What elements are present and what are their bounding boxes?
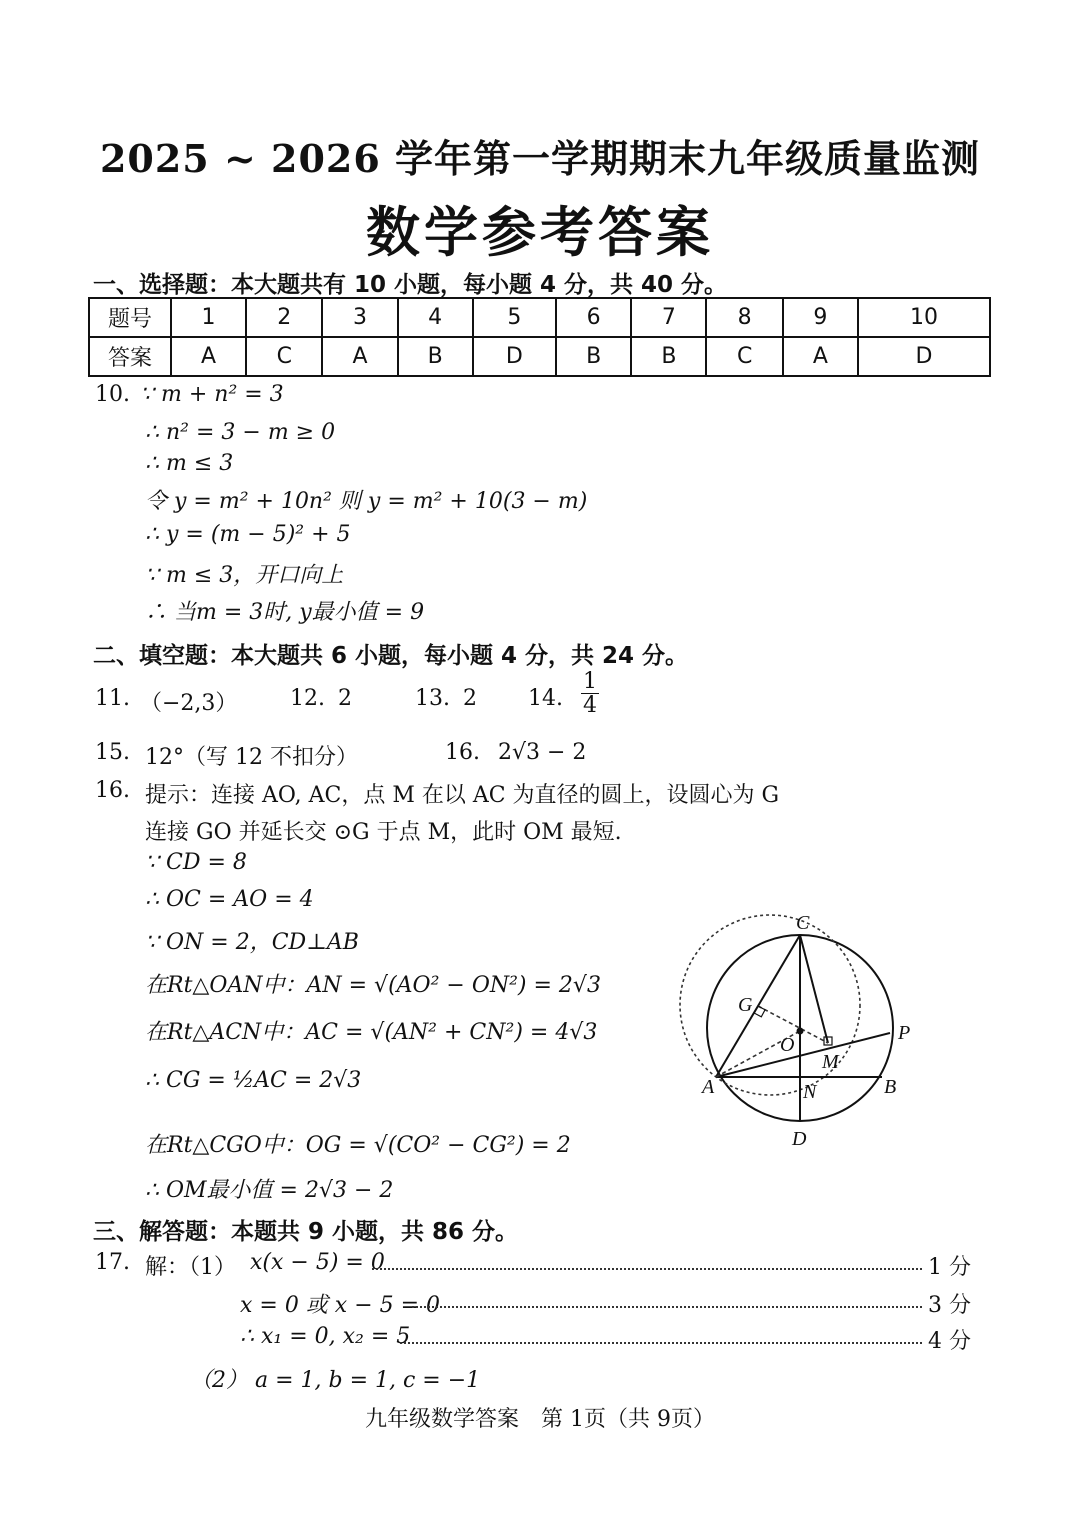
q16-step: ∵ ON = 2，CD⊥AB [145,930,359,955]
table-cell: 10 [858,298,990,337]
q10-line: ∵ m ≤ 3，开口向上 [145,563,344,588]
section1-heading: 一、选择题：本大题共有 10 小题，每小题 4 分，共 40 分。 [93,272,728,298]
a13-label: 13. [415,686,450,711]
q10-line: ∵ m + n² = 3 [140,382,284,407]
q10-line: ∴ m ≤ 3 [145,451,234,476]
q10-line: 令 y = m² + 10n² 则 y = m² + 10(3 − m) [145,489,588,514]
label-o: O [780,1034,795,1056]
q16-step: ∴ CG = ½AC = 2√3 [145,1068,362,1093]
label-b: B [884,1076,897,1098]
q16-hint: 提示：连接 AO, AC，点 M 在以 AC 为直径的圆上，设圆心为 G [145,783,780,808]
label-m: M [822,1051,839,1073]
label-g: G [738,994,753,1016]
q16-step: 在Rt△CGO中：OG = √(CO² − CG²) = 2 [145,1133,571,1158]
a14-label: 14. [528,686,563,711]
a13-answer: 2 [463,686,477,711]
table-cell: 3 [322,298,397,337]
table-cell: A [783,337,858,376]
label-p: P [898,1022,911,1044]
row-label: 题号 [89,298,171,337]
a14-fraction [578,670,602,717]
table-cell: 9 [783,298,858,337]
q10-line: ∴ y = (m − 5)² + 5 [145,522,351,547]
label-d: D [792,1128,807,1150]
table-cell: D [473,337,556,376]
a16-answer: 2√3 − 2 [498,740,587,765]
table-cell: D [858,337,990,376]
table-cell: 8 [706,298,782,337]
a11-label: 11. [95,686,130,711]
q16-step: ∴ OM最小值 = 2√3 − 2 [145,1178,394,1203]
table-cell: 7 [631,298,706,337]
a14-denominator: 4 [583,693,597,719]
row-label: 答案 [89,337,171,376]
q16-step: 在Rt△OAN中：AN = √(AO² − ON²) = 2√3 [145,973,601,998]
point-o [797,1028,804,1035]
leader-dots [372,1268,922,1270]
table-cell: 4 [398,298,473,337]
leader-dots [400,1342,922,1344]
table-cell: B [631,337,706,376]
q17-score: 3 分 [928,1293,971,1318]
q16-hint: 连接 GO 并延长交 ⊙G 于点 M，此时 OM 最短. [145,820,622,845]
section3-heading: 三、解答题：本题共 9 小题，共 86 分。 [93,1219,519,1245]
table-cell: A [171,337,246,376]
table-cell: B [398,337,473,376]
table-cell: 5 [473,298,556,337]
a16-label: 16. [445,740,480,765]
label-a: A [702,1076,715,1098]
q17-part2: （2） a = 1, b = 1, c = −1 [190,1368,481,1393]
q16-step: ∵ CD = 8 [145,850,247,875]
geometry-figure [660,905,930,1155]
table-cell: C [706,337,782,376]
table-cell: A [322,337,397,376]
q10-line: ∴ n² = 3 − m ≥ 0 [145,420,336,445]
q17-number: 17. [95,1250,130,1275]
q16-step: ∴ OC = AO = 4 [145,887,314,912]
answer-table [88,297,991,377]
answer-key-title: 数学参考答案 [366,200,714,264]
section2-heading: 二、填空题：本大题共 6 小题，每小题 4 分，共 24 分。 [93,643,689,669]
q17-intro: 解：（1） [145,1255,236,1280]
a15-answer: 12°（写 12 不扣分） [145,745,358,770]
a11-answer: （−2,3） [140,691,238,716]
table-row [89,337,990,376]
q16-number: 16. [95,778,130,803]
label-c: C [796,912,810,934]
segment-cm [800,935,828,1043]
a12-label: 12. [290,686,325,711]
leader-dots [412,1306,922,1308]
q17-score: 4 分 [928,1329,971,1354]
page-footer: 九年级数学答案 第 1页（共 9页） [365,1407,715,1432]
table-cell: 6 [556,298,631,337]
q17-score: 1 分 [928,1255,971,1280]
label-n: N [803,1081,817,1103]
segment-ap [716,1033,890,1077]
a12-answer: 2 [338,686,352,711]
a14-numerator: 1 [583,669,597,694]
q17-step: ∴ x₁ = 0, x₂ = 5 [240,1324,411,1349]
a15-label: 15. [95,740,130,765]
q17-step: x(x − 5) = 0 [250,1250,385,1275]
table-cell: C [246,337,322,376]
table-cell: 2 [246,298,322,337]
q10-number: 10. [95,382,130,407]
table-cell: 1 [171,298,246,337]
q16-step: 在Rt△ACN中：AC = √(AN² + CN²) = 4√3 [145,1020,598,1045]
exam-title: 2025 ~ 2026 学年第一学期期末九年级质量监测 [99,136,981,181]
q17-step: x = 0 或 x − 5 = 0 [240,1293,441,1318]
q10-line: ∴ 当m = 3时, y最小值 = 9 [145,600,425,625]
table-cell: B [556,337,631,376]
table-row [89,298,990,337]
